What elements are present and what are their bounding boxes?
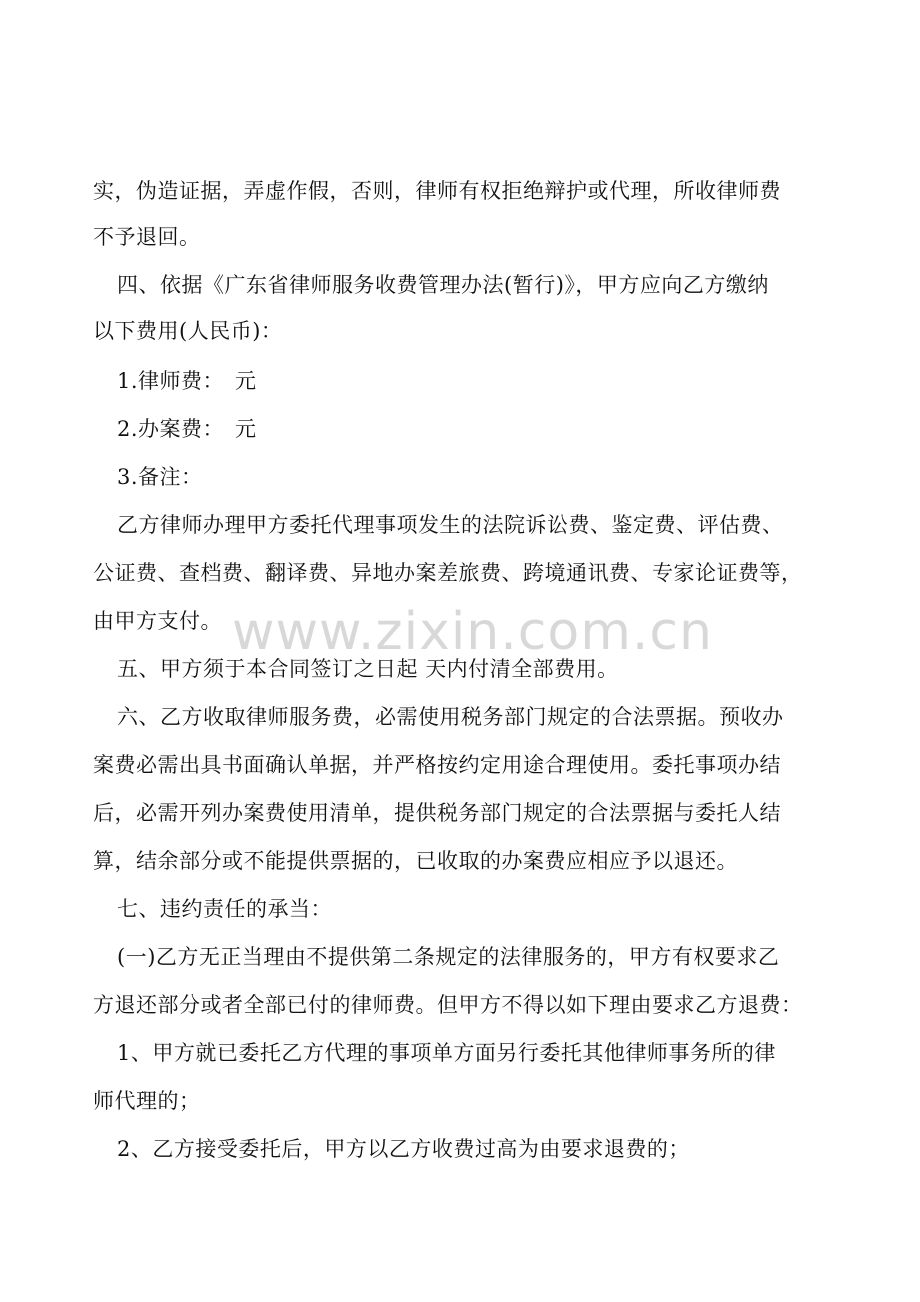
text-line: 五、甲方须于本合同签订之日起 天内付清全部费用。 [117,657,619,681]
text-line: 六、乙方收取律师服务费，必需使用税务部门规定的合法票据。预收办 [117,705,784,729]
text-line: 以下费用(人民币)： [93,319,283,343]
text-line: 公证费、查档费、翻译费、异地办案差旅费、跨境通讯费、专家论证费等， [93,561,803,585]
text-line: 方退还部分或者全部已付的律师费。但甲方不得以如下理由要求乙方退费： [93,993,803,1017]
text-line: 乙方律师办理甲方委托代理事项发生的法院诉讼费、鉴定费、评估费、 [117,513,784,537]
text-line: 2、乙方接受委托后，甲方以乙方收费过高为由要求退费的； [117,1137,690,1161]
text-line: 2.办案费： 元 [117,417,257,441]
text-line: 案费必需出具书面确认单据，并严格按约定用途合理使用。委托事项办结 [93,753,781,777]
text-line: 算，结余部分或不能提供票据的，已收取的办案费应相应予以退还。 [93,849,738,873]
text-line: 1.律师费： 元 [117,369,257,393]
text-line: 3.备注： [117,465,203,489]
text-line: 七、违约责任的承当： [117,897,332,921]
text-line: 后，必需开列办案费使用清单，提供税务部门规定的合法票据与委托人结 [93,801,781,825]
text-line: 不予退回。 [93,225,201,249]
text-line: 师代理的； [93,1089,201,1113]
text-line: (一)乙方无正当理由不提供第二条规定的法律服务的，甲方有权要求乙 [117,945,780,969]
text-line: 实，伪造证据，弄虚作假，否则，律师有权拒绝辩护或代理，所收律师费 [93,179,781,203]
text-line: 四、依据《广东省律师服务收费管理办法(暂行)》，甲方应向乙方缴纳 [117,273,769,297]
text-line: 由甲方支付。 [93,609,222,633]
watermark: www.zixin.com.cn [232,602,713,662]
text-line: 1、甲方就已委托乙方代理的事项单方面另行委托其他律师事务所的律 [117,1041,776,1065]
